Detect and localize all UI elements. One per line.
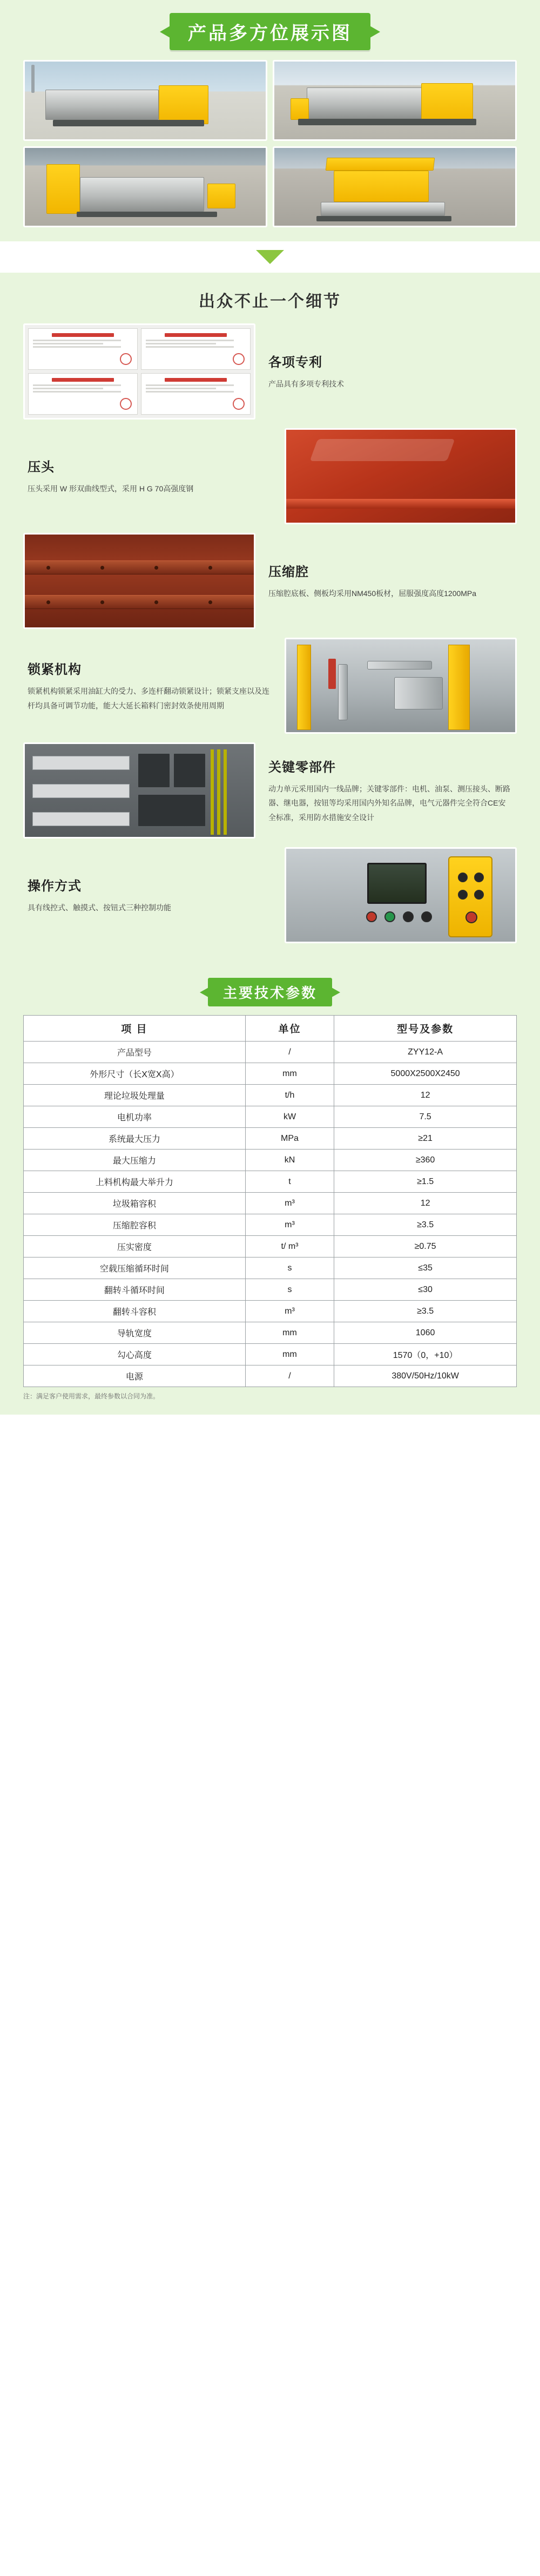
detail-body: 动力单元采用国内一线品牌；关键零部件：电机、油泵、测压接头、断路器、继电器，按钮等均采用国内外知名品牌，电气元器件完全符合CE安全标准，采用防水措施安全设计: [268, 784, 510, 822]
detail-text-patents: [264, 351, 517, 391]
section-separator: [0, 241, 540, 273]
certificate-grid: [25, 325, 254, 418]
certificate-line: [146, 384, 234, 386]
table-row: [24, 1279, 517, 1301]
contactor-shape: [174, 754, 205, 787]
cell-value: 380V/50Hz/10kW: [334, 1365, 517, 1387]
bolt-shape: [154, 600, 158, 604]
machine-chassis-shape: [298, 119, 476, 125]
cell-value: ≥3.5: [334, 1301, 517, 1322]
cell-value: 1060: [334, 1322, 517, 1344]
cell-value: 5000X2500X2450: [334, 1063, 517, 1085]
key-components-image: [23, 742, 255, 839]
cell-value: ≥21: [334, 1128, 517, 1150]
bolt-shape: [154, 566, 158, 570]
detail-text-press-head: [23, 456, 276, 496]
detail-row-locking: [23, 638, 517, 734]
machine-chassis-shape: [316, 216, 451, 221]
detail-text-locking: [23, 659, 276, 713]
table-row: [24, 1301, 517, 1322]
certificate-line: [146, 343, 216, 344]
certificate-line: [146, 388, 216, 389]
locking-mechanism-image: [285, 638, 517, 734]
cell-item: 产品型号: [24, 1042, 246, 1063]
certificate-title-bar: [52, 333, 114, 337]
certificates-image: [23, 323, 255, 420]
details-heading: 出众不止一个细节: [199, 293, 341, 310]
table-row: [24, 1085, 517, 1106]
cell-item: 最大压缩力: [24, 1150, 246, 1171]
spec-table-body: [24, 1042, 517, 1387]
detail-body: 压头采用 W 形双曲线型式，采用 H G 70高强度钢: [28, 484, 194, 493]
machine-chassis-shape: [53, 120, 204, 126]
certificate-line: [33, 391, 121, 393]
certificate-item: [28, 373, 138, 415]
table-row: [24, 1193, 517, 1214]
bolt-shape: [208, 566, 212, 570]
emergency-stop-button[interactable]: [366, 911, 377, 922]
certificate-seal-icon: [120, 398, 132, 410]
cell-value: ≥1.5: [334, 1171, 517, 1193]
machine-chassis-shape: [77, 212, 217, 217]
spec-table: [23, 1015, 517, 1387]
column-header-value: 型号及参数: [334, 1016, 517, 1042]
photo-unit-yard: [23, 146, 267, 227]
chamber-band-shape: [25, 560, 254, 574]
bolt-shape: [100, 600, 104, 604]
cell-item: 空载压缩循环时间: [24, 1257, 246, 1279]
photo-unit-lifting: [273, 146, 517, 227]
cell-unit: mm: [245, 1322, 334, 1344]
cell-unit: mm: [245, 1344, 334, 1365]
showcase-title: 产品多方位展示图: [170, 13, 370, 50]
machine-yellow-frame-shape: [291, 98, 309, 120]
column-header-item: 项 目: [24, 1016, 246, 1042]
cell-value: ≥3.5: [334, 1214, 517, 1236]
cell-value: ≥0.75: [334, 1236, 517, 1257]
table-row: [24, 1063, 517, 1085]
cell-unit: kW: [245, 1106, 334, 1128]
cell-unit: /: [245, 1042, 334, 1063]
certificate-line: [33, 384, 121, 386]
cell-unit: /: [245, 1365, 334, 1387]
cell-item: 翻转斗循环时间: [24, 1279, 246, 1301]
detail-row-key-components: [23, 742, 517, 839]
din-rail-shape: [32, 812, 130, 826]
spec-title-banner: [0, 978, 540, 1006]
table-row: [24, 1042, 517, 1063]
cell-unit: MPa: [245, 1128, 334, 1150]
hydraulic-cylinder-shape: [338, 664, 348, 720]
selector-knob[interactable]: [421, 911, 432, 922]
chamber-band-shape: [25, 595, 254, 609]
start-button[interactable]: [384, 911, 395, 922]
pendant-controller-shape[interactable]: [448, 856, 492, 937]
cell-value: ≤35: [334, 1257, 517, 1279]
detail-title: 各项专利: [268, 355, 322, 370]
table-row: [24, 1106, 517, 1128]
detail-body: 具有线控式、触摸式、按钮式三种控制功能: [28, 903, 171, 912]
machine-body-shape: [307, 87, 426, 119]
pendant-stop-button[interactable]: [465, 911, 477, 923]
cell-item: 理论垃圾处理量: [24, 1085, 246, 1106]
cell-unit: m³: [245, 1301, 334, 1322]
cell-unit: kN: [245, 1150, 334, 1171]
linkage-bar-shape: [367, 661, 432, 670]
cell-unit: mm: [245, 1063, 334, 1085]
cell-value: ≤30: [334, 1279, 517, 1301]
table-row: [24, 1365, 517, 1387]
cell-unit: s: [245, 1257, 334, 1279]
detail-body: 压缩腔底板、侧板均采用NM450板材，屈服强度高度1200MPa: [268, 589, 477, 598]
spec-note: 注：满足客户使用需求，最终参数以合同为准。: [23, 1392, 160, 1400]
detail-row-chamber: [23, 533, 517, 629]
cell-item: 垃圾箱容积: [24, 1193, 246, 1214]
wire-shape: [224, 749, 227, 835]
pendant-button[interactable]: [474, 873, 484, 882]
control-panel-shape: [286, 849, 515, 942]
press-head-image: [285, 428, 517, 524]
column-header-unit: 单位: [245, 1016, 334, 1042]
detail-row-press-head: [23, 428, 517, 524]
showcase-photo-grid: [23, 60, 517, 227]
detail-title: 操作方式: [28, 879, 82, 894]
machine-body-shape: [45, 90, 159, 120]
detail-row-control-mode: [23, 847, 517, 943]
detail-title: 锁紧机构: [28, 662, 82, 677]
certificate-title-bar: [165, 378, 227, 382]
locking-assembly-shape: [286, 639, 515, 732]
cell-item: 勾心高度: [24, 1344, 246, 1365]
detail-row-patents: [23, 323, 517, 420]
highlight-shape: [309, 439, 455, 461]
selector-knob[interactable]: [403, 911, 414, 922]
cell-item: 外形尺寸（长X宽X高）: [24, 1063, 246, 1085]
pendant-button[interactable]: [458, 873, 468, 882]
certificate-line: [146, 346, 234, 348]
cell-item: 翻转斗容积: [24, 1301, 246, 1322]
cell-value: 12: [334, 1085, 517, 1106]
control-mode-image: [285, 847, 517, 943]
detail-text-control-mode: [23, 875, 276, 915]
cell-unit: t/h: [245, 1085, 334, 1106]
bolt-shape: [46, 566, 50, 570]
cell-item: 导轨宽度: [24, 1322, 246, 1344]
detail-title: 压头: [28, 460, 55, 475]
hmi-screen-shape: [367, 863, 427, 904]
certificate-line: [33, 346, 121, 348]
cell-unit: m³: [245, 1214, 334, 1236]
certificate-line: [33, 343, 103, 344]
din-rail-shape: [32, 784, 130, 798]
certificate-seal-icon: [120, 353, 132, 365]
cell-item: 系统最大压力: [24, 1128, 246, 1150]
certificate-item: [28, 328, 138, 370]
table-row: [24, 1214, 517, 1236]
table-row: [24, 1236, 517, 1257]
red-hose-shape: [328, 659, 336, 689]
din-rail-shape: [32, 756, 130, 770]
cell-item: 电机功率: [24, 1106, 246, 1128]
certificate-line: [146, 391, 234, 393]
certificate-item: [141, 328, 251, 370]
breaker-shape: [138, 795, 205, 826]
machine-yellow-bin-shape: [421, 83, 473, 124]
bracket-shape: [394, 677, 443, 709]
detail-text-key-components: [264, 756, 517, 825]
detail-body: 锁紧机构锁紧采用油缸大的受力、多连杆翻动锁紧设计；锁紧支座以及连杆均具备可调节功能，能大大延长箱料门密封效条使用周期: [28, 686, 269, 710]
detail-text-chamber: [264, 561, 517, 601]
tipper-arm-shape: [326, 158, 435, 171]
cell-value: ZYY12-A: [334, 1042, 517, 1063]
chamber-interior-shape: [25, 535, 254, 627]
cell-item: 压实密度: [24, 1236, 246, 1257]
cell-value: 7.5: [334, 1106, 517, 1128]
table-row: [24, 1150, 517, 1171]
detail-body: 产品具有多项专利技术: [268, 380, 344, 389]
cell-unit: s: [245, 1279, 334, 1301]
yellow-post-shape: [448, 645, 470, 730]
bolt-shape: [46, 600, 50, 604]
plate-edge-shape: [286, 499, 515, 509]
cell-item: 压缩腔容积: [24, 1214, 246, 1236]
table-row: [24, 1344, 517, 1365]
certificate-title-bar: [52, 378, 114, 382]
machine-body-shape: [321, 202, 445, 216]
pendant-button[interactable]: [474, 890, 484, 900]
detail-title: 压缩腔: [268, 565, 309, 580]
photo-unit-outdoor-right: [273, 60, 517, 141]
machine-body-shape: [80, 177, 204, 212]
detail-title: 关键零部件: [268, 760, 336, 775]
cell-value: 1570（0，+10）: [334, 1344, 517, 1365]
certificate-line: [146, 340, 234, 341]
pendant-button[interactable]: [458, 890, 468, 900]
certificate-line: [33, 340, 121, 341]
press-head-plate-shape: [286, 430, 515, 523]
certificate-item: [141, 373, 251, 415]
wire-shape: [217, 749, 220, 835]
cell-item: 电源: [24, 1365, 246, 1387]
bolt-shape: [100, 566, 104, 570]
compression-chamber-image: [23, 533, 255, 629]
machine-yellow-frame-shape: [46, 164, 80, 214]
certificate-title-bar: [165, 333, 227, 337]
cell-unit: t/ m³: [245, 1236, 334, 1257]
spec-title: 主要技术参数: [208, 978, 332, 1006]
table-row: [24, 1257, 517, 1279]
showcase-title-banner: [0, 13, 540, 50]
certificate-seal-icon: [233, 398, 245, 410]
certificate-line: [33, 388, 103, 389]
wire-shape: [211, 749, 214, 835]
machine-yellow-bin-shape: [334, 171, 429, 202]
details-section: [0, 273, 540, 967]
cell-value: 12: [334, 1193, 517, 1214]
photo-unit-outdoor-left: [23, 60, 267, 141]
certificate-seal-icon: [233, 353, 245, 365]
table-row: [24, 1322, 517, 1344]
contactor-shape: [138, 754, 170, 787]
table-row: [24, 1171, 517, 1193]
electrical-cabinet-shape: [25, 744, 254, 837]
cell-unit: m³: [245, 1193, 334, 1214]
machine-yellow-bin-shape: [159, 85, 208, 124]
spec-section: [0, 967, 540, 1415]
yellow-post-shape: [297, 645, 311, 730]
cell-value: ≥360: [334, 1150, 517, 1171]
table-header-row: [24, 1016, 517, 1042]
table-row: [24, 1128, 517, 1150]
showcase-section: [0, 0, 540, 241]
bolt-shape: [208, 600, 212, 604]
truck-shape: [207, 184, 235, 208]
chevron-down-icon: [256, 250, 284, 264]
cell-item: 上料机构最大举升力: [24, 1171, 246, 1193]
tower-shape: [31, 65, 35, 93]
cell-unit: t: [245, 1171, 334, 1193]
